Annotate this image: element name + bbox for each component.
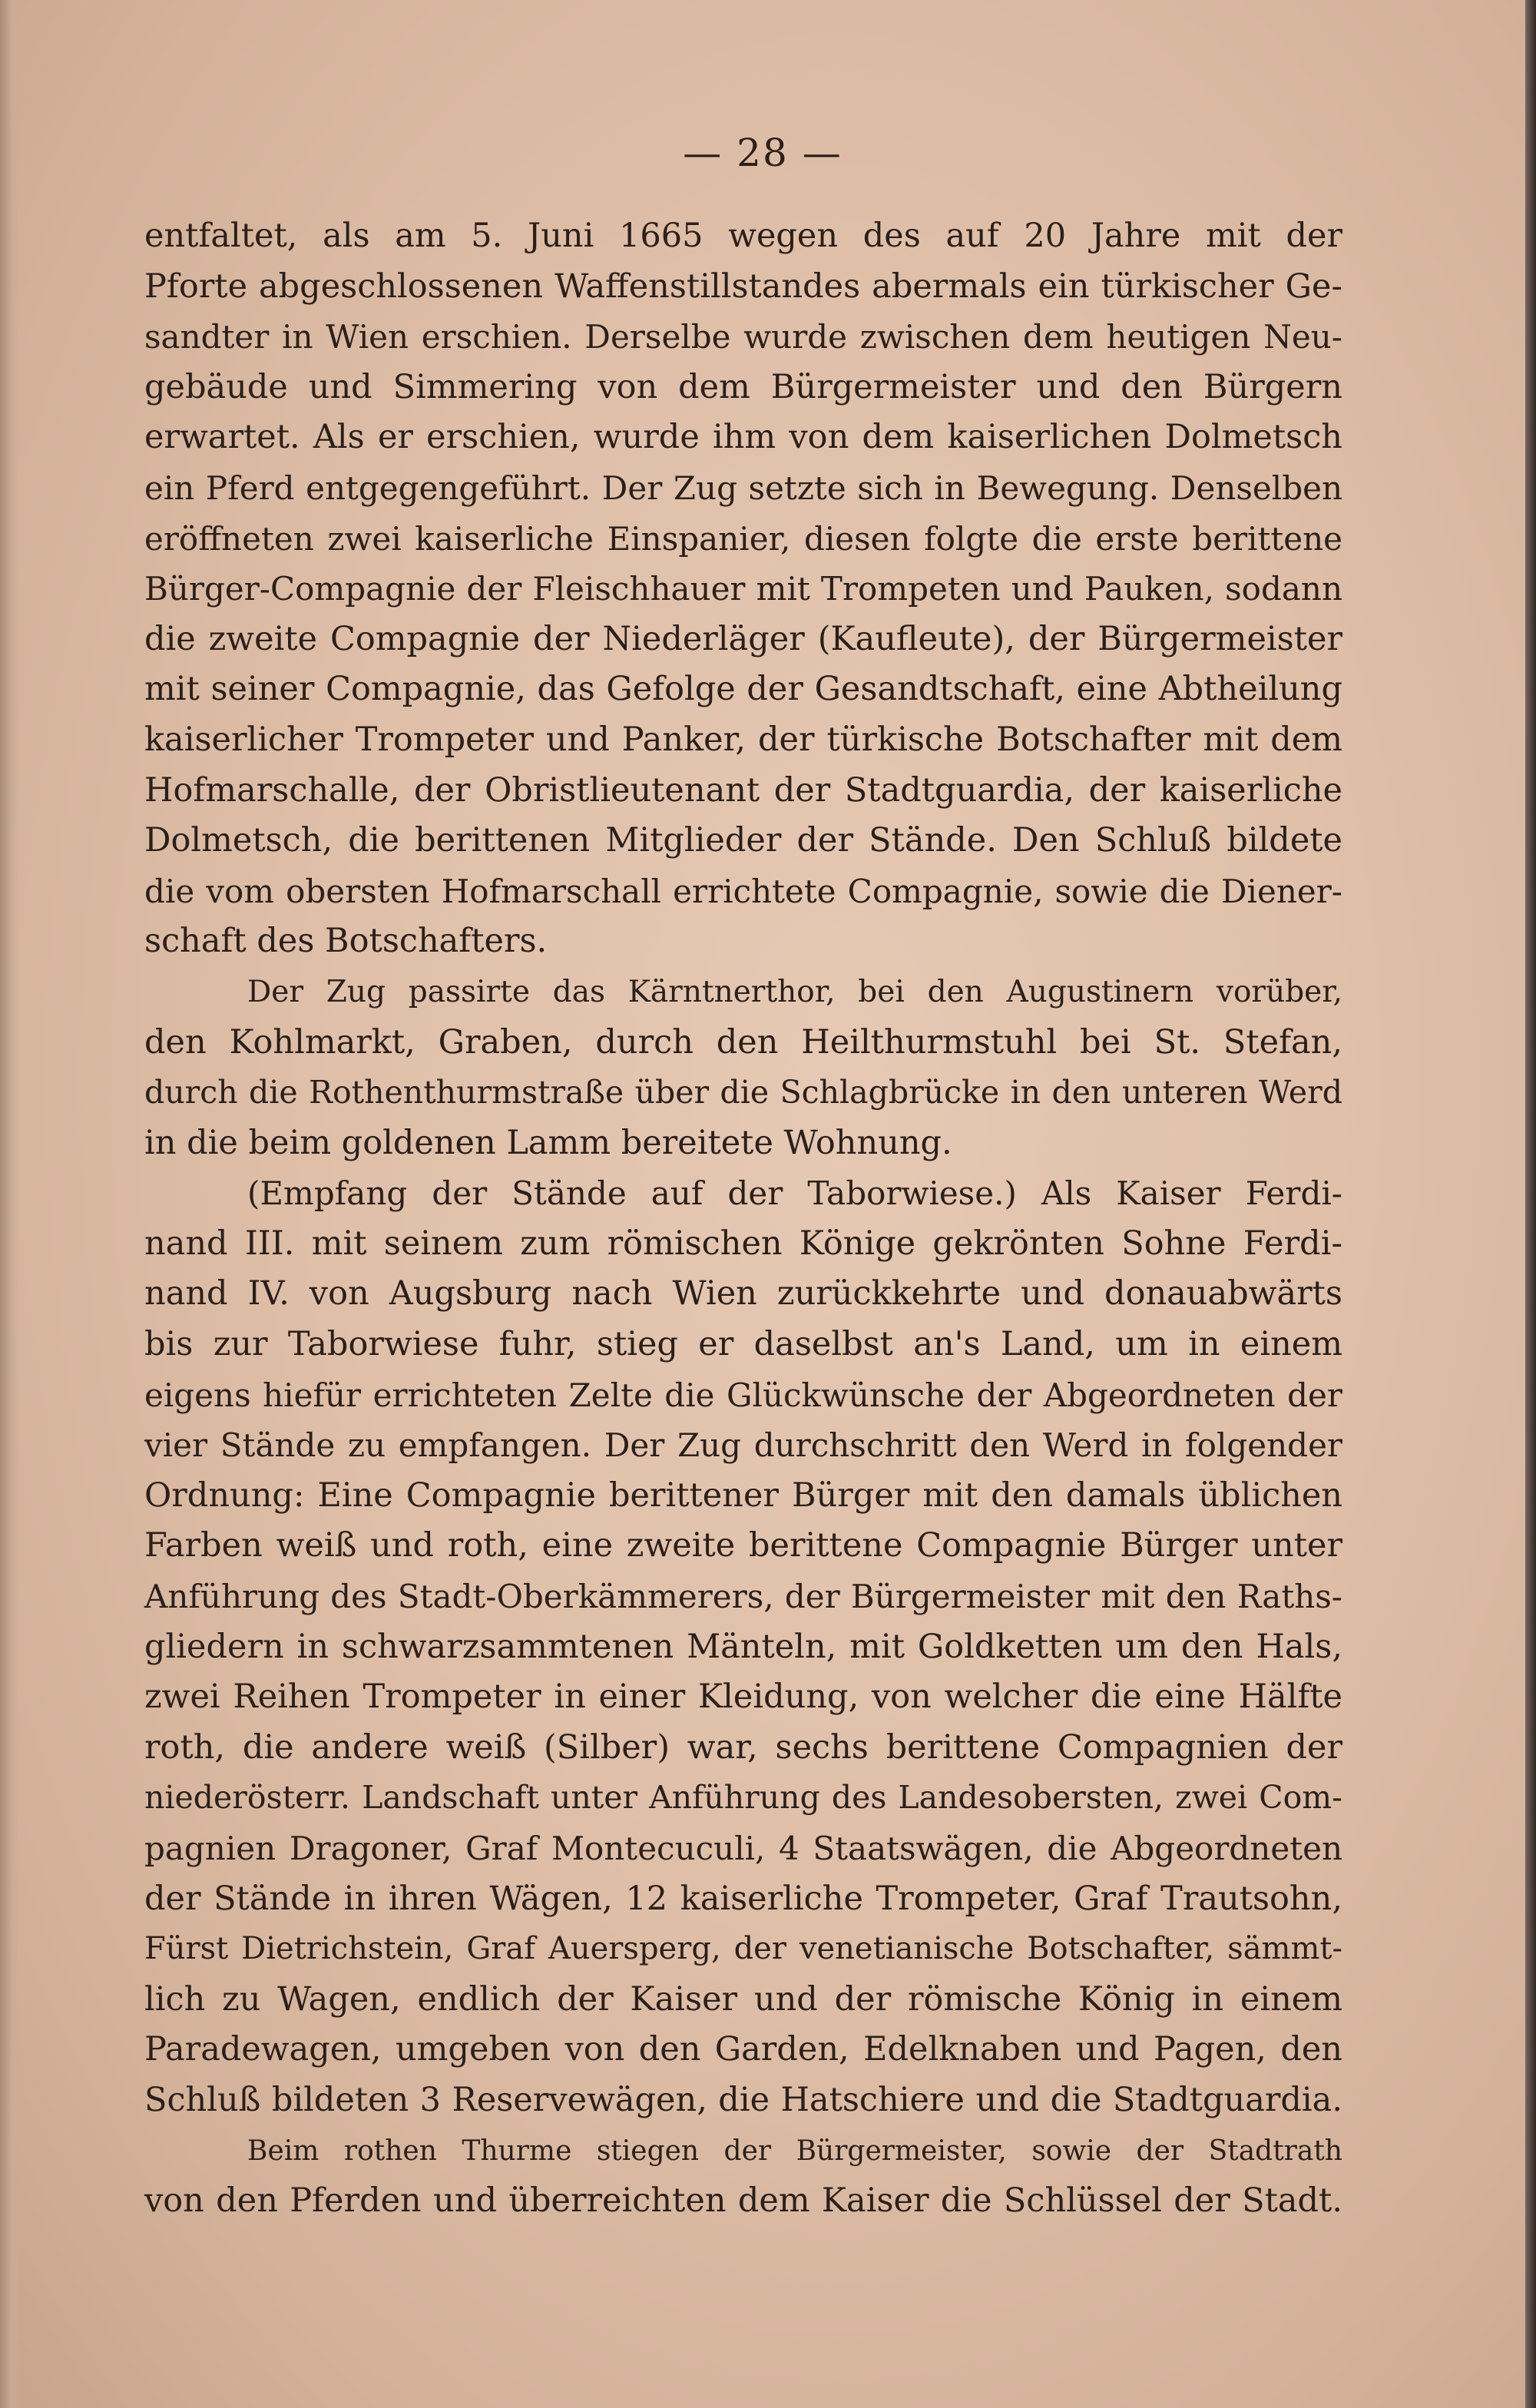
text-line: nand IV. von Augsburg nach Wien zurückkehrte und donauabwärts — [144, 1274, 1342, 1313]
text-line: Paradewagen, umgeben von den Garden, Edelknaben und Pagen, den — [144, 2030, 1342, 2069]
text-line: Farben weiß und roth, eine zweite berittene Compagnie Bürger unter — [144, 1526, 1342, 1565]
text-line: roth, die andere weiß (Silber) war, sechs berittene Compagnien der — [144, 1727, 1342, 1767]
text-line: nand III. mit seinem zum römischen Könige gekrönten Sohne Ferdi- — [144, 1224, 1342, 1263]
text-line: eigens hiefür errichteten Zelte die Glückwünsche der Abgeordneten der — [144, 1376, 1342, 1414]
text-line: Fürst Dietrichstein, Graf Auersperg, der venetianische Botschafter, sämmt- — [144, 1931, 1342, 1967]
text-line: die zweite Compagnie der Niederläger (Kaufleute), der Bürgermeister — [144, 619, 1342, 658]
text-line: gebäude und Simmering von dem Bürgermeister und den Bürgern — [144, 367, 1342, 406]
text-line: von den Pferden und überreichten dem Kaiser die Schlüssel der Stadt. — [144, 2181, 1342, 2221]
text-line: Beim rothen Thurme stiegen der Bürgermeister, sowie der Stadtrath — [247, 2135, 1342, 2167]
text-line: Dolmetsch, die berittenen Mitglieder der Stände. Den Schluß bildete — [144, 821, 1342, 860]
text-line: lich zu Wagen, endlich der Kaiser und der römische König in einem — [144, 1979, 1342, 2019]
text-line: Der Zug passirte das Kärntnerthor, bei den Augustinern vorüber, — [247, 974, 1342, 1009]
page-gutter-shadow — [0, 0, 20, 2408]
text-line: bis zur Taborwiese fuhr, stieg er daselbst an's Land, um in einem — [144, 1325, 1342, 1364]
text-line: Pforte abgeschlossenen Waffenstillstandes abermals ein türkischer Ge- — [144, 267, 1342, 306]
book-edge — [1525, 0, 1536, 2408]
text-line: in die beim goldenen Lamm bereitete Wohnung. — [144, 1123, 952, 1162]
text-line: (Empfang der Stände auf der Taborwiese.) Als Kaiser Ferdi- — [247, 1174, 1342, 1213]
text-line: mit seiner Compagnie, das Gefolge der Gesandtschaft, eine Abtheilung — [144, 670, 1342, 709]
text-line: sandter in Wien erschien. Derselbe wurde zwischen dem heutigen Neu- — [144, 318, 1342, 356]
text-line: durch die Rothenthurmstraße über die Schlagbrücke in den unteren Werd — [144, 1074, 1342, 1111]
text-line: entfaltet, als am 5. Juni 1665 wegen des auf 20 Jahre mit der — [144, 217, 1342, 255]
text-line: vier Stände zu empfangen. Der Zug durchschritt den Werd in folgender — [144, 1426, 1342, 1465]
text-line: Anführung des Stadt-Oberkämmerers, der Bürgermeister mit den Raths- — [144, 1578, 1342, 1616]
text-line: gliedern in schwarzsammtenen Mänteln, mit Goldketten um den Hals, — [144, 1627, 1342, 1666]
text-line: eröffneten zwei kaiserliche Einspanier, diesen folgte die erste berittene — [144, 519, 1342, 558]
text-line: zwei Reihen Trompeter in einer Kleidung, von welcher die eine Hälfte — [144, 1678, 1342, 1717]
text-line: schaft des Botschafters. — [144, 922, 548, 961]
text-line: niederösterr. Landschaft unter Anführung des Landesobersten, zwei Com- — [144, 1779, 1342, 1817]
text-line: pagnien Dragoner, Graf Montecuculi, 4 Staatswägen, die Abgeordneten — [144, 1830, 1342, 1867]
text-line: erwartet. Als er erschien, wurde ihm von dem kaiserlichen Dolmetsch — [144, 418, 1342, 457]
body-text — [144, 211, 1342, 2227]
page-number: — 28 — — [683, 131, 842, 175]
text-line: Ordnung: Eine Compagnie berittener Bürger mit den damals üblichen — [144, 1476, 1342, 1515]
text-line: Bürger-Compagnie der Fleischhauer mit Trompeten und Pauken, sodann — [144, 570, 1342, 608]
text-line: ein Pferd entgegengeführt. Der Zug setzte sich in Bewegung. Denselben — [144, 469, 1342, 507]
text-line: kaiserlicher Trompeter und Panker, der türkische Botschafter mit dem — [144, 720, 1342, 759]
text-line: die vom obersten Hofmarschall errichtete Compagnie, sowie die Diener- — [144, 872, 1342, 910]
text-line: der Stände in ihren Wägen, 12 kaiserliche Trompeter, Graf Trautsohn, — [144, 1879, 1342, 1918]
text-line: Schluß bildeten 3 Reservewägen, die Hatschiere und die Stadtguardia. — [144, 2080, 1342, 2119]
text-line: den Kohlmarkt, Graben, durch den Heilthurmstuhl bei St. Stefan, — [144, 1022, 1342, 1062]
text-line: Hofmarschalle, der Obristlieutenant der Stadtguardia, der kaiserliche — [144, 770, 1342, 810]
